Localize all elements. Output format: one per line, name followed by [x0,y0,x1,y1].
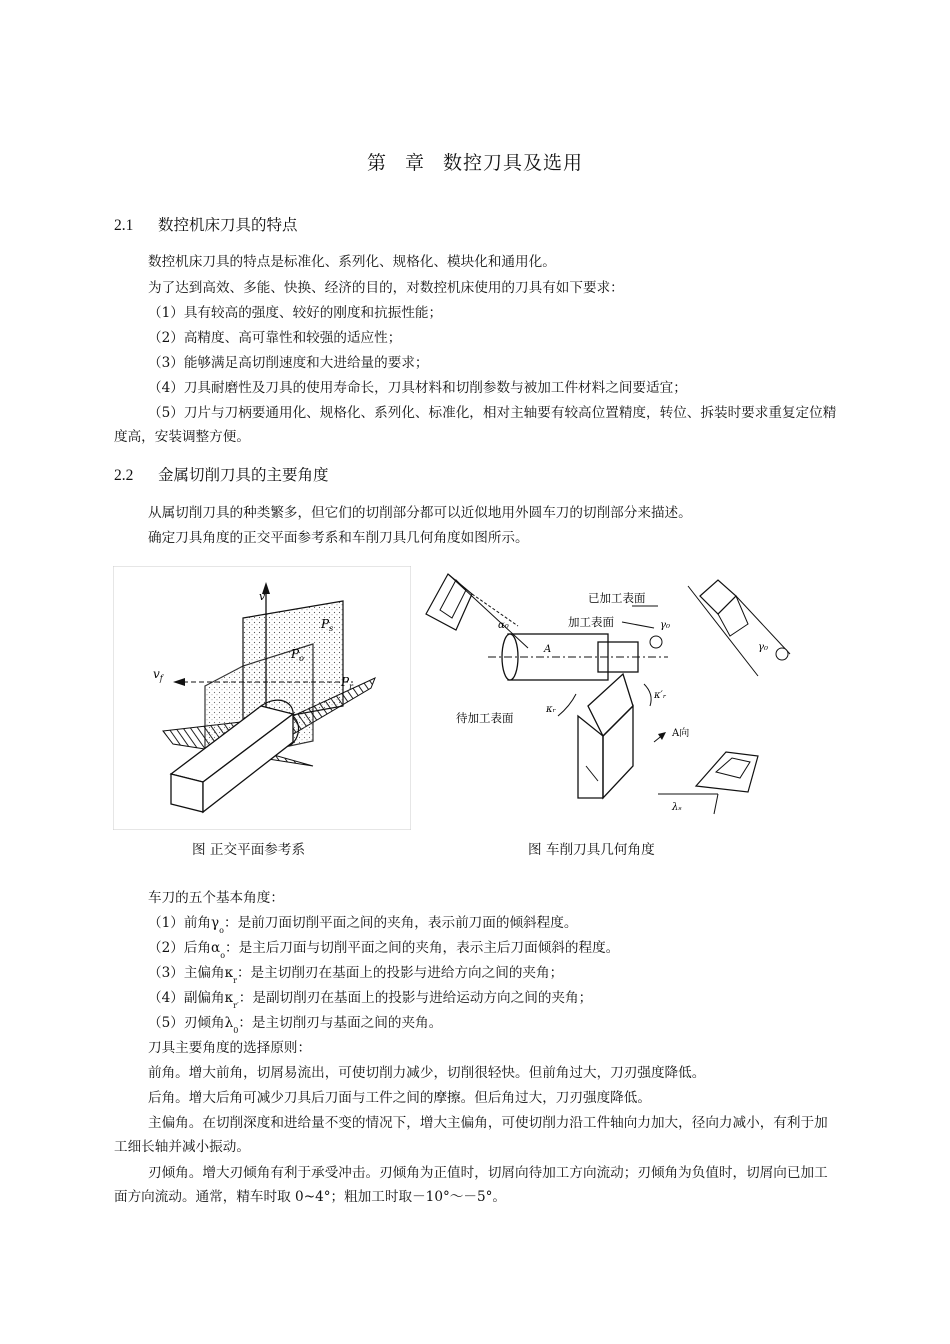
list-item: （5）刀片与刀柄要通用化、规格化、系列化、标准化，相对主轴要有较高位置精度，转位、拆装时要求重复定位精度高，安装调整方便。 [114,405,837,445]
turning-tool-drawing [418,566,808,830]
angle-item-inclination: （5）刃倾角$\lambda_0$：是主切削刃与基面之间的夹角。 [148,1015,443,1035]
reference-planes-drawing [113,566,411,830]
angle-item-major-cutting-edge: （3）主偏角$\kappa_r$：是主切削刃在基面上的投影与进给方向之间的夹角； [148,965,564,985]
chapter-title: 第 章 数控刀具及选用 [366,152,584,174]
label-kr: κᵣ [546,704,557,715]
figure-reference-planes [113,566,411,830]
rule-inclination: 刃倾角。增大刃倾角有利于承受冲击。刃倾角为正值时，切屑向待加工方向流动；刃倾角为负值时，切屑向已加工面方向流动。通常，精车时取 0~4°；粗加工时取－10°～－5°。 [114,1165,828,1205]
list-item: （1）具有较高的强度、较好的刚度和抗振性能； [148,305,443,321]
rule-rake: 前角。增大前角，切屑易流出，可使切削力减少，切削很轻快。但前角过大，刀刃强度降低。 [148,1065,706,1081]
rule-major-cutting-edge: 主偏角。在切削深度和进给量不变的情况下，增大主偏角，可使切削力沿工件轴向力加大，径向力减小，有利于加工细长轴并减小振动。 [114,1115,828,1155]
label-ps: $P_s$ [321,617,334,633]
figure-2-caption: 图 车削刀具几何角度 [528,842,655,858]
angle-item-rake: （1）前角$\gamma_o$：是前刀面切削平面之间的夹角，表示前刀面的倾斜程度。 [148,915,578,935]
section-heading-2-2: 2.2 金属切削刀具的主要角度 [114,466,329,484]
label-gamma0-mid: γ₀ [660,620,670,631]
section-heading-2-1: 2.1 数控机床刀具的特点 [114,216,298,234]
label-a-view: A向 [672,728,690,739]
figure-turning-tool-angles [418,566,808,830]
paragraph: 数控机床刀具的特点是标准化、系列化、规格化、模块化和通用化。 [148,254,556,270]
list-item: （3）能够满足高切削速度和大进给量的要求； [148,355,429,371]
label-v: v [259,590,266,603]
figure-1-caption: 图 正交平面参考系 [192,842,306,858]
paragraph: 为了达到高效、多能、快换、经济的目的，对数控机床使用的刀具有如下要求： [148,280,624,296]
paragraph: 从属切削刀具的种类繁多，但它们的切削部分都可以近似地用外圆车刀的切削部分来描述。 [148,505,692,521]
list-item: （2）高精度、高可靠性和较强的适应性； [148,330,402,346]
label-po: $P_o$ [291,647,304,663]
paragraph: 确定刀具角度的正交平面参考系和车削刀具几何角度如图所示。 [148,530,529,546]
label-alpha0: α₀ [498,620,509,631]
label-machined-surface: 已加工表面 [588,591,646,605]
paragraph: 车刀的五个基本角度： [148,890,284,906]
label-machining-surface: 加工表面 [568,615,614,629]
label-a: A [544,644,552,655]
angle-item-clearance: （2）后角$\alpha_o$：是主后刀面与切削平面之间的夹角，表示主后刀面倾斜的程度。 [148,940,620,960]
label-kr-prime: κ′ᵣ [654,690,667,701]
label-vf: $v_f$ [153,667,163,683]
label-pr: $P_r$ [341,675,353,691]
list-item: （4）刀具耐磨性及刀具的使用寿命长，刀具材料和切削参数与被加工件材料之间要适宜； [148,380,687,396]
label-lambda: λₛ [672,802,682,813]
rule-clearance: 后角。增大后角可减少刀具后刀面与工件之间的摩擦。但后角过大，刀刃强度降低。 [148,1090,651,1106]
label-unmachined-surface: 待加工表面 [456,711,514,725]
label-gamma0: γ₀ [758,642,768,653]
paragraph: 刀具主要角度的选择原则： [148,1040,312,1056]
angle-item-minor-cutting-edge: （4）副偏角$\kappa_{r'}$：是副切削刃在基面上的投影与进给运动方向之间的夹角； [148,990,593,1010]
